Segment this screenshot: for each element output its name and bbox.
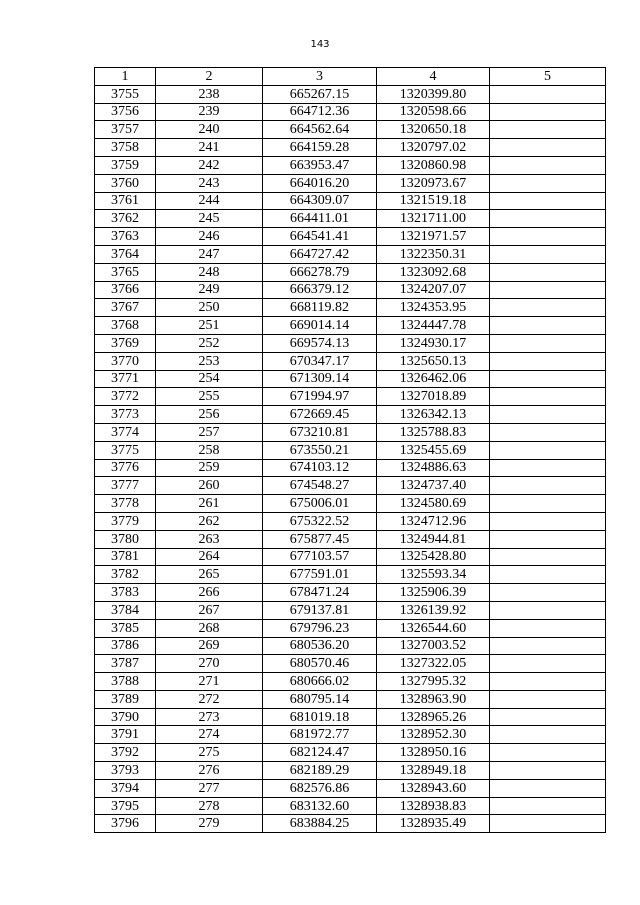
table-cell-col-5 xyxy=(490,156,606,174)
table-cell-col-5 xyxy=(490,815,606,833)
table-cell-col-3: 681019.18 xyxy=(263,708,377,726)
table-cell-col-1: 3759 xyxy=(95,156,156,174)
table-row xyxy=(95,334,606,352)
table-cell-col-2: 279 xyxy=(156,815,263,833)
table-cell-col-4: 1325428.80 xyxy=(377,548,490,566)
table-cell-col-2: 269 xyxy=(156,637,263,655)
table-cell-col-5 xyxy=(490,139,606,157)
table-cell-col-5 xyxy=(490,690,606,708)
table-row xyxy=(95,762,606,780)
table-cell-col-2: 262 xyxy=(156,512,263,530)
table-row xyxy=(95,655,606,673)
table-cell-col-4: 1325593.34 xyxy=(377,566,490,584)
table-cell-col-2: 266 xyxy=(156,584,263,602)
table-cell-col-2: 245 xyxy=(156,210,263,228)
table-row xyxy=(95,459,606,477)
table-cell-col-1: 3769 xyxy=(95,334,156,352)
column-header-5: 5 xyxy=(490,68,606,86)
table-cell-col-2: 264 xyxy=(156,548,263,566)
table-cell-col-4: 1327995.32 xyxy=(377,673,490,691)
table-cell-col-5 xyxy=(490,726,606,744)
table-cell-col-4: 1327322.05 xyxy=(377,655,490,673)
table-row xyxy=(95,228,606,246)
table-cell-col-3: 675322.52 xyxy=(263,512,377,530)
table-cell-col-4: 1328949.18 xyxy=(377,762,490,780)
table-cell-col-5 xyxy=(490,370,606,388)
table-cell-col-1: 3761 xyxy=(95,192,156,210)
table-row xyxy=(95,441,606,459)
table-cell-col-5 xyxy=(490,601,606,619)
table-cell-col-1: 3783 xyxy=(95,584,156,602)
table-cell-col-3: 677103.57 xyxy=(263,548,377,566)
table-cell-col-3: 680666.02 xyxy=(263,673,377,691)
table-cell-col-5 xyxy=(490,477,606,495)
table-row xyxy=(95,406,606,424)
table-cell-col-1: 3786 xyxy=(95,637,156,655)
table-cell-col-4: 1326462.06 xyxy=(377,370,490,388)
table-cell-col-5 xyxy=(490,245,606,263)
table-cell-col-3: 665267.15 xyxy=(263,85,377,103)
table-cell-col-5 xyxy=(490,317,606,335)
table-cell-col-1: 3764 xyxy=(95,245,156,263)
table-cell-col-2: 247 xyxy=(156,245,263,263)
table-cell-col-5 xyxy=(490,637,606,655)
page-number: 143 xyxy=(310,39,330,50)
table-cell-col-3: 679796.23 xyxy=(263,619,377,637)
table-cell-col-5 xyxy=(490,281,606,299)
table-cell-col-1: 3780 xyxy=(95,530,156,548)
table-cell-col-1: 3756 xyxy=(95,103,156,121)
table-cell-col-3: 666379.12 xyxy=(263,281,377,299)
table-row xyxy=(95,210,606,228)
table-cell-col-3: 666278.79 xyxy=(263,263,377,281)
column-header-3: 3 xyxy=(263,68,377,86)
table-cell-col-3: 679137.81 xyxy=(263,601,377,619)
table-cell-col-1: 3760 xyxy=(95,174,156,192)
table-cell-col-5 xyxy=(490,797,606,815)
table-cell-col-3: 671309.14 xyxy=(263,370,377,388)
table-cell-col-4: 1322350.31 xyxy=(377,245,490,263)
table-cell-col-4: 1328950.16 xyxy=(377,744,490,762)
table-row xyxy=(95,477,606,495)
table-cell-col-3: 683884.25 xyxy=(263,815,377,833)
table-row xyxy=(95,601,606,619)
table-cell-col-2: 273 xyxy=(156,708,263,726)
table-cell-col-4: 1324207.07 xyxy=(377,281,490,299)
table-cell-col-5 xyxy=(490,334,606,352)
table-cell-col-5 xyxy=(490,619,606,637)
table-cell-col-4: 1324944.81 xyxy=(377,530,490,548)
table-cell-col-3: 663953.47 xyxy=(263,156,377,174)
table-row xyxy=(95,726,606,744)
table-cell-col-1: 3765 xyxy=(95,263,156,281)
table-row xyxy=(95,815,606,833)
table-cell-col-5 xyxy=(490,103,606,121)
table-cell-col-1: 3779 xyxy=(95,512,156,530)
table-cell-col-5 xyxy=(490,459,606,477)
table-cell-col-1: 3775 xyxy=(95,441,156,459)
table-cell-col-3: 669574.13 xyxy=(263,334,377,352)
table-cell-col-3: 674548.27 xyxy=(263,477,377,495)
table-cell-col-5 xyxy=(490,121,606,139)
table-cell-col-1: 3794 xyxy=(95,779,156,797)
table-cell-col-5 xyxy=(490,566,606,584)
table-cell-col-2: 252 xyxy=(156,334,263,352)
table-cell-col-2: 244 xyxy=(156,192,263,210)
table-cell-col-1: 3796 xyxy=(95,815,156,833)
table-cell-col-1: 3784 xyxy=(95,601,156,619)
table-cell-col-2: 249 xyxy=(156,281,263,299)
table-cell-col-4: 1325906.39 xyxy=(377,584,490,602)
table-cell-col-3: 675877.45 xyxy=(263,530,377,548)
table-cell-col-5 xyxy=(490,192,606,210)
table-cell-col-1: 3793 xyxy=(95,762,156,780)
table-cell-col-5 xyxy=(490,441,606,459)
table-cell-col-5 xyxy=(490,548,606,566)
table-cell-col-5 xyxy=(490,85,606,103)
table-cell-col-2: 243 xyxy=(156,174,263,192)
table-cell-col-3: 682576.86 xyxy=(263,779,377,797)
table-cell-col-2: 242 xyxy=(156,156,263,174)
table-cell-col-4: 1328938.83 xyxy=(377,797,490,815)
table-cell-col-2: 259 xyxy=(156,459,263,477)
table-cell-col-5 xyxy=(490,174,606,192)
table-row xyxy=(95,548,606,566)
table-cell-col-2: 251 xyxy=(156,317,263,335)
table-cell-col-2: 256 xyxy=(156,406,263,424)
table-cell-col-4: 1326342.13 xyxy=(377,406,490,424)
table-row xyxy=(95,495,606,513)
table-cell-col-5 xyxy=(490,584,606,602)
table-cell-col-3: 673550.21 xyxy=(263,441,377,459)
table-row xyxy=(95,388,606,406)
table-cell-col-2: 267 xyxy=(156,601,263,619)
table-cell-col-2: 263 xyxy=(156,530,263,548)
table-cell-col-5 xyxy=(490,406,606,424)
table-cell-col-2: 254 xyxy=(156,370,263,388)
table-cell-col-1: 3767 xyxy=(95,299,156,317)
table-cell-col-2: 278 xyxy=(156,797,263,815)
coordinates-table xyxy=(94,67,606,833)
table-cell-col-1: 3766 xyxy=(95,281,156,299)
table-cell-col-1: 3768 xyxy=(95,317,156,335)
table-cell-col-3: 673210.81 xyxy=(263,423,377,441)
table-cell-col-3: 669014.14 xyxy=(263,317,377,335)
table-cell-col-3: 674103.12 xyxy=(263,459,377,477)
table-cell-col-3: 664727.42 xyxy=(263,245,377,263)
table-cell-col-3: 672669.45 xyxy=(263,406,377,424)
table-cell-col-1: 3770 xyxy=(95,352,156,370)
table-cell-col-1: 3773 xyxy=(95,406,156,424)
table-cell-col-1: 3792 xyxy=(95,744,156,762)
table-cell-col-4: 1324447.78 xyxy=(377,317,490,335)
table-cell-col-4: 1324353.95 xyxy=(377,299,490,317)
table-cell-col-1: 3776 xyxy=(95,459,156,477)
column-header-2: 2 xyxy=(156,68,263,86)
table-cell-col-2: 260 xyxy=(156,477,263,495)
table-cell-col-4: 1328963.90 xyxy=(377,690,490,708)
table-cell-col-4: 1327003.52 xyxy=(377,637,490,655)
table-cell-col-4: 1324712.96 xyxy=(377,512,490,530)
table-cell-col-3: 682124.47 xyxy=(263,744,377,762)
table-row xyxy=(95,103,606,121)
table-cell-col-2: 255 xyxy=(156,388,263,406)
column-header-1: 1 xyxy=(95,68,156,86)
table-cell-col-3: 664712.36 xyxy=(263,103,377,121)
table-cell-col-4: 1320650.18 xyxy=(377,121,490,139)
table-cell-col-4: 1324886.63 xyxy=(377,459,490,477)
table-cell-col-4: 1321711.00 xyxy=(377,210,490,228)
table-cell-col-5 xyxy=(490,299,606,317)
table-cell-col-3: 671994.97 xyxy=(263,388,377,406)
table-cell-col-4: 1320973.67 xyxy=(377,174,490,192)
table-row xyxy=(95,566,606,584)
table-cell-col-1: 3757 xyxy=(95,121,156,139)
table-cell-col-2: 272 xyxy=(156,690,263,708)
table-row xyxy=(95,673,606,691)
table-cell-col-1: 3777 xyxy=(95,477,156,495)
table-cell-col-2: 270 xyxy=(156,655,263,673)
table-cell-col-2: 246 xyxy=(156,228,263,246)
table-cell-col-4: 1321519.18 xyxy=(377,192,490,210)
table-cell-col-2: 268 xyxy=(156,619,263,637)
table-cell-col-2: 240 xyxy=(156,121,263,139)
table-row xyxy=(95,263,606,281)
table-cell-col-1: 3755 xyxy=(95,85,156,103)
table-cell-col-2: 275 xyxy=(156,744,263,762)
table-cell-col-1: 3778 xyxy=(95,495,156,513)
table-cell-col-5 xyxy=(490,512,606,530)
table-cell-col-5 xyxy=(490,228,606,246)
table-cell-col-3: 664562.64 xyxy=(263,121,377,139)
table-cell-col-1: 3774 xyxy=(95,423,156,441)
table-row xyxy=(95,619,606,637)
table-cell-col-2: 248 xyxy=(156,263,263,281)
table-cell-col-4: 1327018.89 xyxy=(377,388,490,406)
table-cell-col-2: 241 xyxy=(156,139,263,157)
table-row xyxy=(95,744,606,762)
table-cell-col-3: 678471.24 xyxy=(263,584,377,602)
table-cell-col-2: 271 xyxy=(156,673,263,691)
table-cell-col-2: 238 xyxy=(156,85,263,103)
table-cell-col-1: 3789 xyxy=(95,690,156,708)
table-cell-col-2: 253 xyxy=(156,352,263,370)
table-cell-col-4: 1320399.80 xyxy=(377,85,490,103)
table-cell-col-1: 3788 xyxy=(95,673,156,691)
table-cell-col-1: 3787 xyxy=(95,655,156,673)
table-cell-col-1: 3781 xyxy=(95,548,156,566)
table-cell-col-1: 3795 xyxy=(95,797,156,815)
table-row xyxy=(95,85,606,103)
table-cell-col-2: 277 xyxy=(156,779,263,797)
table-cell-col-1: 3791 xyxy=(95,726,156,744)
table-cell-col-5 xyxy=(490,495,606,513)
table-cell-col-3: 682189.29 xyxy=(263,762,377,780)
table-row xyxy=(95,690,606,708)
table-cell-col-4: 1325455.69 xyxy=(377,441,490,459)
table-cell-col-1: 3772 xyxy=(95,388,156,406)
table-row xyxy=(95,139,606,157)
table-cell-col-3: 683132.60 xyxy=(263,797,377,815)
table-cell-col-5 xyxy=(490,530,606,548)
table-cell-col-1: 3758 xyxy=(95,139,156,157)
table-cell-col-5 xyxy=(490,352,606,370)
table-cell-col-2: 261 xyxy=(156,495,263,513)
table-cell-col-5 xyxy=(490,762,606,780)
table-cell-col-5 xyxy=(490,779,606,797)
table-row xyxy=(95,156,606,174)
table-cell-col-5 xyxy=(490,263,606,281)
table-cell-col-4: 1326544.60 xyxy=(377,619,490,637)
table-cell-col-4: 1324930.17 xyxy=(377,334,490,352)
table-row xyxy=(95,245,606,263)
table-cell-col-4: 1326139.92 xyxy=(377,601,490,619)
table-cell-col-1: 3782 xyxy=(95,566,156,584)
table-cell-col-4: 1325788.83 xyxy=(377,423,490,441)
table-row xyxy=(95,530,606,548)
table-cell-col-4: 1328965.26 xyxy=(377,708,490,726)
table-cell-col-3: 681972.77 xyxy=(263,726,377,744)
table-row xyxy=(95,281,606,299)
table-cell-col-5 xyxy=(490,423,606,441)
table-cell-col-2: 239 xyxy=(156,103,263,121)
table-cell-col-4: 1320860.98 xyxy=(377,156,490,174)
table-cell-col-2: 276 xyxy=(156,762,263,780)
table-cell-col-5 xyxy=(490,655,606,673)
table-cell-col-4: 1320797.02 xyxy=(377,139,490,157)
table-row xyxy=(95,708,606,726)
table-cell-col-3: 670347.17 xyxy=(263,352,377,370)
table-cell-col-2: 257 xyxy=(156,423,263,441)
table-cell-col-3: 664411.01 xyxy=(263,210,377,228)
table-cell-col-1: 3771 xyxy=(95,370,156,388)
table-cell-col-4: 1320598.66 xyxy=(377,103,490,121)
table-cell-col-3: 677591.01 xyxy=(263,566,377,584)
table-cell-col-2: 265 xyxy=(156,566,263,584)
table-cell-col-3: 680570.46 xyxy=(263,655,377,673)
table-cell-col-2: 250 xyxy=(156,299,263,317)
table-body xyxy=(95,85,606,832)
table-cell-col-3: 664159.28 xyxy=(263,139,377,157)
table-row xyxy=(95,121,606,139)
column-header-4: 4 xyxy=(377,68,490,86)
table-cell-col-1: 3790 xyxy=(95,708,156,726)
table-cell-col-3: 664541.41 xyxy=(263,228,377,246)
table-cell-col-3: 680536.20 xyxy=(263,637,377,655)
table-cell-col-4: 1325650.13 xyxy=(377,352,490,370)
table-cell-col-5 xyxy=(490,708,606,726)
table-cell-col-3: 675006.01 xyxy=(263,495,377,513)
table-cell-col-2: 258 xyxy=(156,441,263,459)
table-row xyxy=(95,352,606,370)
table-cell-col-4: 1328935.49 xyxy=(377,815,490,833)
table-row xyxy=(95,317,606,335)
table-header-row xyxy=(95,68,606,86)
table-cell-col-2: 274 xyxy=(156,726,263,744)
table-row xyxy=(95,192,606,210)
table-cell-col-5 xyxy=(490,388,606,406)
table-cell-col-3: 664309.07 xyxy=(263,192,377,210)
table-row xyxy=(95,779,606,797)
table-cell-col-5 xyxy=(490,673,606,691)
table-cell-col-4: 1328952.30 xyxy=(377,726,490,744)
table-cell-col-1: 3762 xyxy=(95,210,156,228)
table-row xyxy=(95,797,606,815)
table-cell-col-1: 3785 xyxy=(95,619,156,637)
table-cell-col-3: 664016.20 xyxy=(263,174,377,192)
table-row xyxy=(95,512,606,530)
table-cell-col-5 xyxy=(490,210,606,228)
table-cell-col-4: 1324737.40 xyxy=(377,477,490,495)
table-cell-col-4: 1323092.68 xyxy=(377,263,490,281)
table-row xyxy=(95,174,606,192)
table-row xyxy=(95,299,606,317)
table-cell-col-3: 680795.14 xyxy=(263,690,377,708)
table-row xyxy=(95,370,606,388)
table-cell-col-5 xyxy=(490,744,606,762)
table-cell-col-4: 1328943.60 xyxy=(377,779,490,797)
table-cell-col-1: 3763 xyxy=(95,228,156,246)
table-cell-col-3: 668119.82 xyxy=(263,299,377,317)
table-cell-col-4: 1321971.57 xyxy=(377,228,490,246)
table-cell-col-4: 1324580.69 xyxy=(377,495,490,513)
table-row xyxy=(95,637,606,655)
table-row xyxy=(95,584,606,602)
table-row xyxy=(95,423,606,441)
